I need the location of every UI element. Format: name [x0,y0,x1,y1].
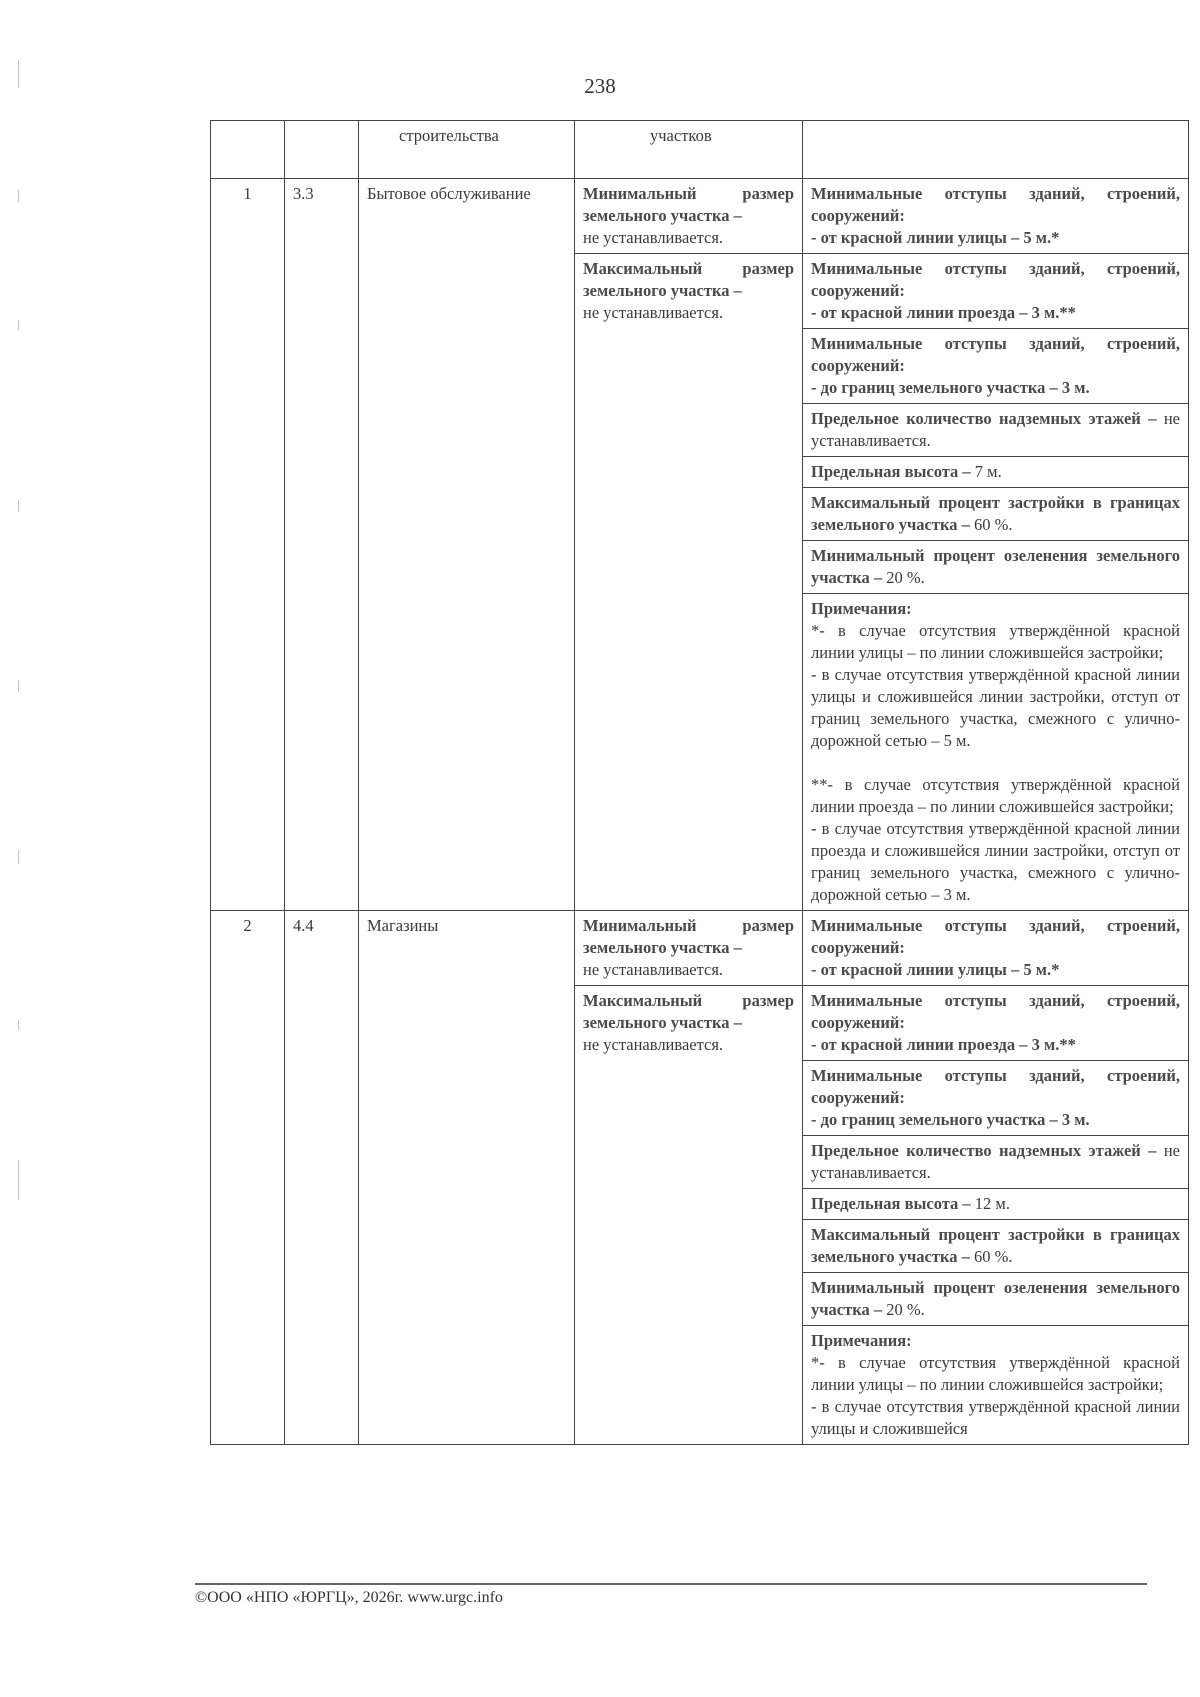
header-cell-num [211,121,285,179]
max-plot-size-cell [575,254,803,911]
row-use-name: Магазины [359,911,575,1445]
header-cell-use [359,121,575,179]
min-plot-size-value: не устанавливается. [583,960,724,979]
notes-cell [803,594,1188,911]
row-number: 1 [211,179,285,911]
setback-street-cell [803,911,1189,986]
note-3: **- в случае отсутствия утверждённой красной линии проезда – по линии сложившейся застройки; [811,775,1180,816]
params-stack [803,254,1189,911]
params-subtable [803,254,1188,910]
note-2: - в случае отсутствия утверждённой красной линии улицы и сложившейся линии застройки, отступ от границ земельного участка, смежного с улично-дорожной сетью – 5 м. [811,665,1180,750]
notes-cell [803,1326,1188,1445]
setback-border-title: Минимальные отступы зданий, строений, сооружений: [811,1066,1180,1107]
setback-border-title: Минимальные отступы зданий, строений, сооружений: [811,334,1180,375]
setback-street-cell [803,179,1189,254]
building-pct-title: Максимальный процент застройки в границах земельного участка – [811,1225,1180,1266]
table-row [211,911,1189,986]
notes-title: Примечания: [811,1331,912,1350]
row-code: 4.4 [285,911,359,1445]
table-header-row [211,121,1189,179]
height-cell [803,457,1188,488]
footer-copyright: ©ООО «НПО «ЮРГЦ», 2026г. www.urgc.info [195,1589,503,1606]
building-pct-value: 60 %. [973,1247,1013,1266]
notes-title: Примечания: [811,599,912,618]
height-cell [803,1189,1188,1220]
building-pct-value: 60 %. [973,515,1013,534]
scan-margin-marks [18,60,20,1200]
setback-road-value: - от красной линии проезда – 3 м.** [811,303,1076,322]
floors-title: Предельное количество надземных этажей – [811,409,1157,428]
params-stack [803,986,1189,1445]
note-1: *- в случае отсутствия утверждённой красной линии улицы – по линии сложившейся застройки; [811,621,1180,662]
floors-value: не устанавливается. [811,1141,1180,1182]
row-number: 2 [211,911,285,1445]
green-pct-title: Минимальный процент озеленения земельного участка – [811,1278,1180,1319]
table-row [211,179,1189,254]
min-plot-size-cell [575,179,803,254]
floors-title: Предельное количество надземных этажей – [811,1141,1157,1160]
building-pct-cell [803,1220,1188,1273]
height-title: Предельная высота – [811,1194,971,1213]
note-1: *- в случае отсутствия утверждённой красной линии улицы – по линии сложившейся застройки; [811,1353,1180,1394]
setback-border-cell [803,329,1188,404]
setback-street-value: - от красной линии улицы – 5 м.* [811,228,1060,247]
floors-value: не устанавливается. [811,409,1180,450]
green-pct-title: Минимальный процент озеленения земельного участка – [811,546,1180,587]
floors-cell [803,1136,1188,1189]
setback-street-title: Минимальные отступы зданий, строений, сооружений: [811,916,1180,957]
green-pct-value: 20 %. [886,568,925,587]
height-value: 12 м. [974,1194,1010,1213]
setback-road-title: Минимальные отступы зданий, строений, сооружений: [811,991,1180,1032]
green-pct-value: 20 %. [886,1300,925,1319]
max-plot-size-value: не устанавливается. [583,303,724,322]
building-pct-cell [803,488,1188,541]
setback-road-cell [803,254,1188,329]
setback-border-value: - до границ земельного участка – 3 м. [811,1110,1090,1129]
setback-road-title: Минимальные отступы зданий, строений, сооружений: [811,259,1180,300]
params-subtable [803,986,1188,1444]
min-plot-size-cell [575,911,803,986]
building-pct-title: Максимальный процент застройки в границах земельного участка – [811,493,1180,534]
min-plot-size-title: Минимальный размер земельного участка – [583,916,794,957]
header-cell-plots [575,121,803,179]
row-use-name: Бытовое обслуживание [359,179,575,911]
header-cell-code [285,121,359,179]
min-plot-size-title: Минимальный размер земельного участка – [583,184,794,225]
height-title: Предельная высота – [811,462,971,481]
setback-road-cell [803,986,1188,1061]
note-4: - в случае отсутствия утверждённой красной линии проезда и сложившейся линии застройки, отступ от границ земельного участка, смежного с улично-дорожной сетью – 3 м. [811,819,1180,904]
max-plot-size-value: не устанавливается. [583,1035,724,1054]
green-pct-cell [803,541,1188,594]
footer-divider [195,1583,1147,1585]
floors-cell [803,404,1188,457]
setback-street-value: - от красной линии улицы – 5 м.* [811,960,1060,979]
setback-road-value: - от красной линии проезда – 3 м.** [811,1035,1076,1054]
max-plot-size-title: Максимальный размер земельного участка – [583,991,794,1032]
setback-street-title: Минимальные отступы зданий, строений, сооружений: [811,184,1180,225]
header-label-plots: участков [650,126,712,145]
height-value: 7 м. [974,462,1002,481]
page-number: 238 [584,74,616,98]
min-plot-size-value: не устанавливается. [583,228,724,247]
max-plot-size-title: Максимальный размер земельного участка – [583,259,794,300]
max-plot-size-cell [575,986,803,1445]
regulations-table [210,120,1189,1445]
row-code: 3.3 [285,179,359,911]
header-label-construction: строительства [399,126,499,145]
note-2: - в случае отсутствия утверждённой красной линии улицы и сложившейся [811,1397,1180,1438]
setback-border-cell [803,1061,1188,1136]
header-cell-params [803,121,1189,179]
green-pct-cell [803,1273,1188,1326]
setback-border-value: - до границ земельного участка – 3 м. [811,378,1090,397]
